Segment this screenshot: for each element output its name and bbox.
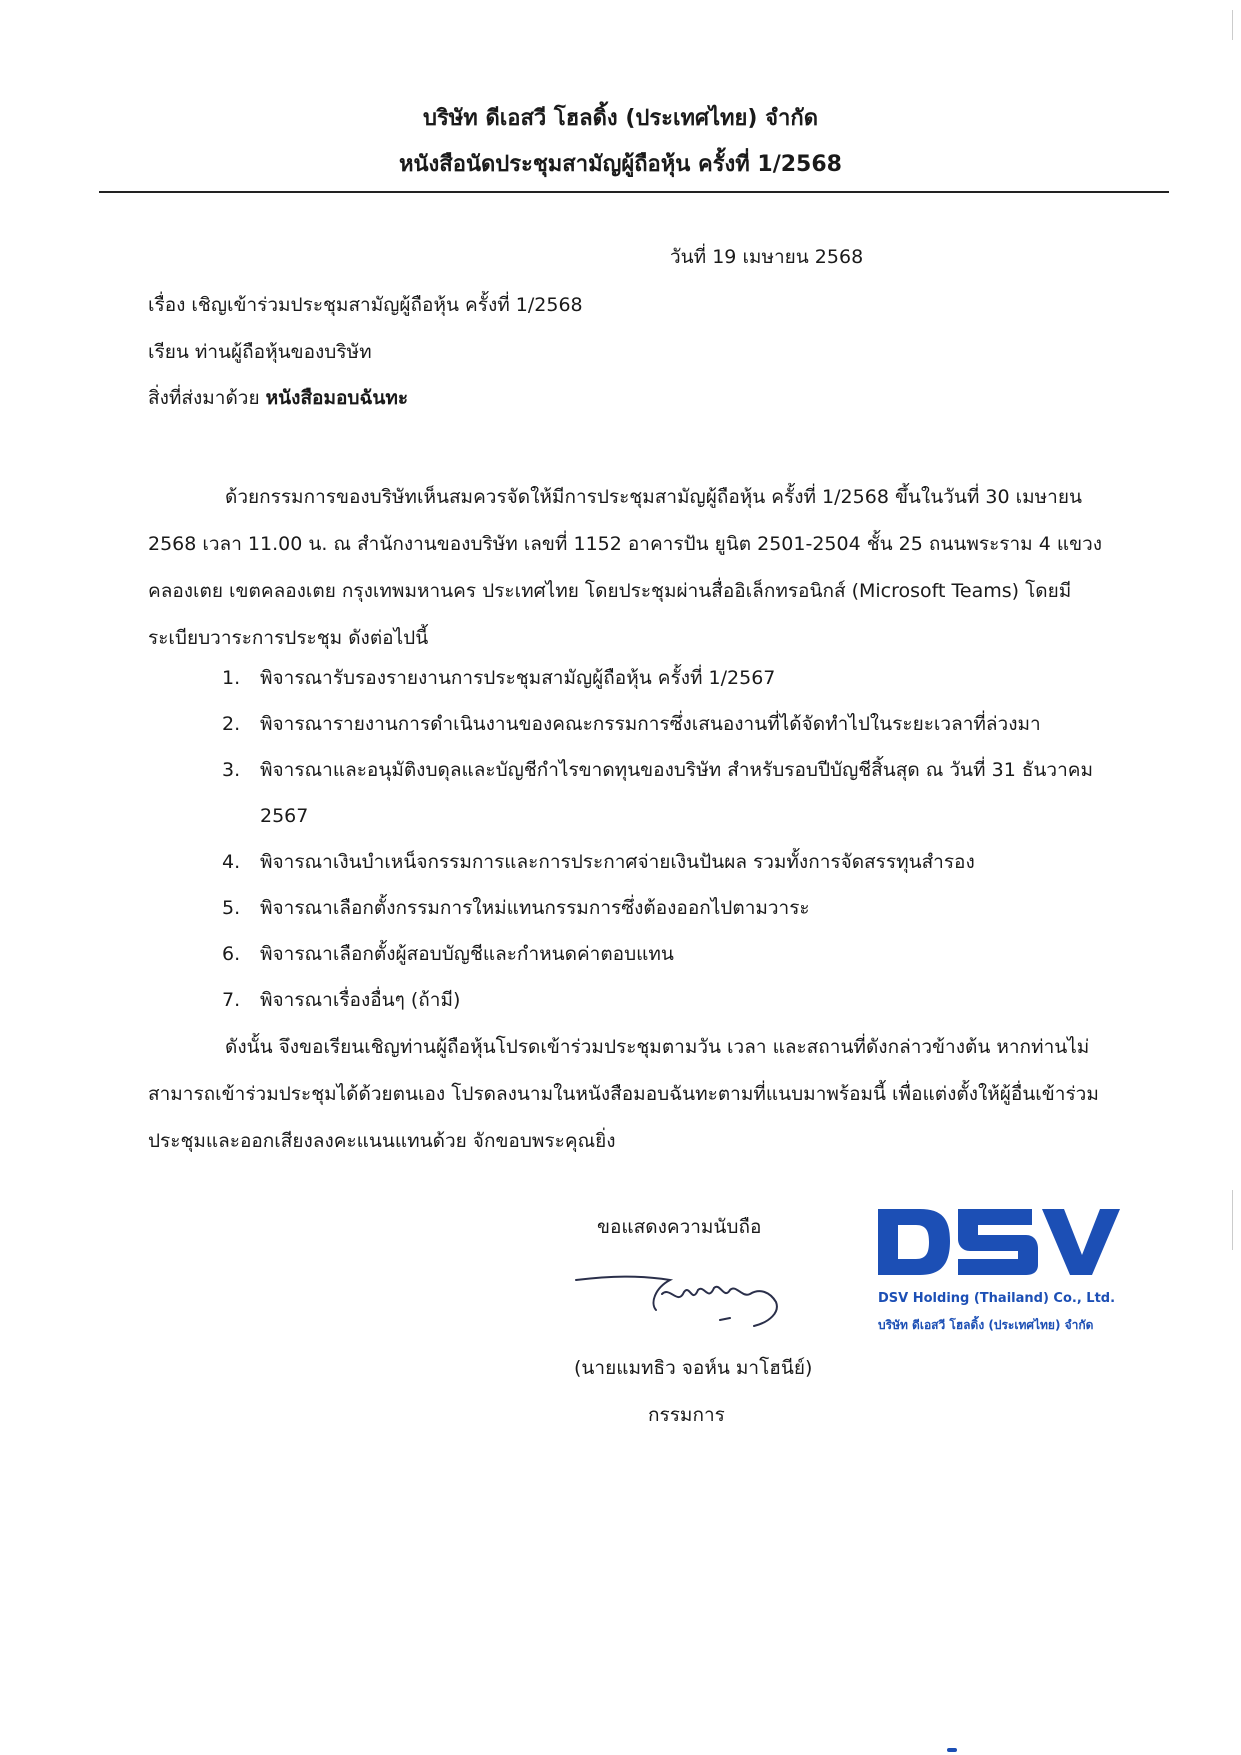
agenda-item	[222, 701, 1122, 747]
scan-edge-mark	[1232, 1190, 1233, 1250]
agenda-number: 2.	[222, 713, 241, 735]
company-name: บริษัท ดีเอสวี โฮลดิ้ง (ประเทศไทย) จำกัด	[423, 106, 818, 131]
agenda-list	[222, 655, 1122, 1023]
letter-body: ด้วยกรรมการของบริษัทเห็นสมควรจัดให้มีการประชุมสามัญผู้ถือหุ้น ครั้งที่ 1/2568 ขึ้นในวันที่ 30 เมษายน 2568 เวลา 11.00 น. ณ สำนักงานของบริษัท เลขที่ 1152 อาคารปัน ยูนิต 2501-2504 ชั้น 25 ถนนพระราม 4 แขวงคลองเตย เขตคลองเตย กรุงเทพมหานคร ประเทศไทย โดยประชุมผ่านสื่ออิเล็กทรอนิกส์ (Microsoft Teams) โดยมีระเบียบวาระการประชุม ดังต่อไปนี้	[148, 486, 1103, 649]
agenda-number: 6.	[222, 943, 241, 965]
agenda-item	[222, 931, 1122, 977]
signatory-position: กรรมการ	[648, 1404, 725, 1426]
letter-date: วันที่ 19 เมษายน 2568	[670, 246, 864, 268]
agenda-number: 1.	[222, 667, 241, 689]
agenda-text: พิจารณาเรื่องอื่นๆ (ถ้ามี)	[260, 989, 461, 1011]
agenda-item	[222, 885, 1122, 931]
agenda-text: พิจารณาเลือกตั้งกรรมการใหม่แทนกรรมการซึ่งต้องออกไปตามวาระ	[260, 897, 810, 919]
agenda-item	[222, 747, 1122, 839]
enclosure-label: สิ่งที่ส่งมาด้วย	[148, 387, 260, 409]
dsv-logo	[872, 1205, 1122, 1285]
signatory-name: (นายแมทธิว จอห์น มาโฮนีย์)	[574, 1357, 813, 1379]
agenda-item	[222, 839, 1122, 885]
agenda-text: พิจารณาและอนุมัติงบดุลและบัญชีกำไรขาดทุนของบริษัท สำหรับรอบปีบัญชีสิ้นสุด ณ วันที่ 31 ธันวาคม 2567	[260, 759, 1093, 827]
handwritten-signature	[570, 1248, 830, 1338]
agenda-text: พิจารณารายงานการดำเนินงานของคณะกรรมการซึ่งเสนองานที่ได้จัดทำไปในระยะเวลาที่ล่วงมา	[260, 713, 1041, 735]
enclosure-value: หนังสือมอบฉันทะ	[265, 387, 409, 409]
scan-dot-mark	[947, 1748, 957, 1752]
agenda-text: พิจารณาเงินบำเหน็จกรรมการและการประกาศจ่ายเงินปันผล รวมทั้งการจัดสรรทุนสำรอง	[260, 851, 975, 873]
agenda-number: 4.	[222, 851, 241, 873]
agenda-text: พิจารณาเลือกตั้งผู้สอบบัญชีและกำหนดค่าตอบแทน	[260, 943, 674, 965]
agenda-number: 5.	[222, 897, 241, 919]
logo-company-th: บริษัท ดีเอสวี โฮลดิ้ง (ประเทศไทย) จำกัด	[878, 1318, 1094, 1332]
letter-closing: ดังนั้น จึงขอเรียนเชิญท่านผู้ถือหุ้นโปรดเข้าร่วมประชุมตามวัน เวลา และสถานที่ดังกล่าวข้างต้น หากท่านไม่สามารถเข้าร่วมประชุมได้ด้วยตนเอง โปรดลงนามในหนังสือมอบฉันทะตามที่แนบมาพร้อมนี้ เพื่อแต่งตั้งให้ผู้อื่นเข้าร่วมประชุมและออกเสียงลงคะแนนแทนด้วย จักขอบพระคุณยิ่ง	[148, 1036, 1099, 1152]
letter-subject: เรื่อง เชิญเข้าร่วมประชุมสามัญผู้ถือหุ้น ครั้งที่ 1/2568	[148, 294, 583, 316]
agenda-number: 3.	[222, 759, 241, 781]
agenda-item	[222, 655, 1122, 701]
agenda-text: พิจารณารับรองรายงานการประชุมสามัญผู้ถือหุ้น ครั้งที่ 1/2567	[260, 667, 776, 689]
letter-enclosure	[148, 383, 408, 413]
document-title: หนังสือนัดประชุมสามัญผู้ถือหุ้น ครั้งที่ 1/2568	[399, 152, 842, 177]
agenda-item	[222, 977, 1122, 1023]
letter-recipient: เรียน ท่านผู้ถือหุ้นของบริษัท	[148, 341, 372, 363]
logo-company-en: DSV Holding (Thailand) Co., Ltd.	[878, 1291, 1116, 1306]
regards-text: ขอแสดงความนับถือ	[597, 1216, 762, 1238]
scan-edge-mark	[1232, 10, 1233, 40]
agenda-number: 7.	[222, 989, 241, 1011]
header-divider	[99, 191, 1169, 193]
